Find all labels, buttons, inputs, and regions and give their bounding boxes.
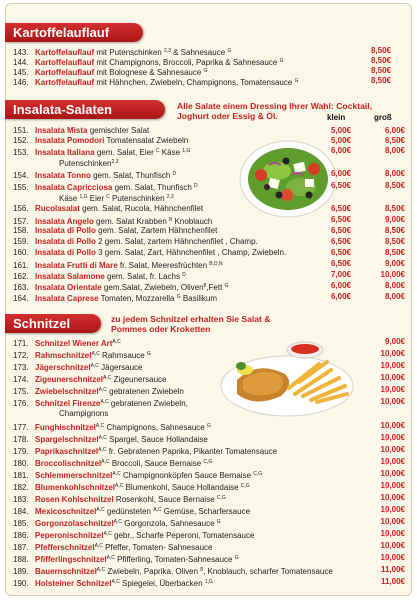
menu-item-row [13,577,406,587]
item-number: 186. [13,531,29,540]
allergen-codes: G [206,423,211,429]
price-klein: 6,00€ [330,292,351,301]
item-price: 10,00€ [380,385,405,394]
allergen-codes: 1,G [204,579,213,585]
item-description: Spiegelei, Überbacken [119,579,205,588]
allergen-codes: A,C [103,531,112,537]
allergen-codes: G [234,555,239,561]
allergen-codes: B [168,217,173,223]
item-description: Spargel, Sauce Hollandaise [106,435,208,444]
allergen-codes: A,C [98,387,107,393]
item-price: 10,00€ [380,373,405,382]
item-description: Putenschinken [109,194,167,203]
item-description: Zwiebeln, Paprika, Oliven [105,567,201,576]
menu-item-row [13,292,406,302]
allergen-codes: A,C [98,447,107,453]
price-gross: 8,50€ [384,181,405,190]
item-name: Paprikaschnitzel [35,447,99,456]
item-description: gemischter Salat [87,126,150,135]
item-description: mit Champignons, Broccoli, Paprika & Sahnesauce [94,58,280,67]
allergen-codes: D [182,272,186,278]
item-description: gedünsteten [104,507,154,516]
allergen-codes: A,C [106,555,115,561]
price-klein: 6,00€ [330,169,351,178]
item-number: 146. [13,78,29,87]
allergen-codes: C,G [240,483,250,489]
item-description: gem. Salat, Thunfisch [112,183,195,192]
section-title: Insalata-Salaten [13,102,112,117]
allergen-codes: C,G [203,459,213,465]
allergen-codes: C,G [216,495,226,501]
item-description: gem. Salat, Eier [94,148,156,157]
item-description: Zigeunersauce [111,375,167,384]
item-name: Insalata Mista [35,126,88,135]
item-number: 163. [13,283,29,292]
item-price: 10,00€ [380,481,405,490]
item-number: 162. [13,272,29,281]
item-number: 190. [13,579,29,588]
item-name: Broccolischnitzel [35,459,102,468]
menu-item-row [13,248,406,258]
price-klein: 6,00€ [330,281,351,290]
item-number: 155. [13,183,29,192]
menu-item-row [13,397,406,407]
item-name: Peperonischnitzel [35,531,104,540]
item-name: Insalata Italiana [35,148,95,157]
price-gross: 8,00€ [384,146,405,155]
item-number: 177. [13,423,29,432]
item-description: gebr., Scharfe Peperoni, Tomatensauce [111,531,255,540]
item-name: Insalata di Pollo [35,226,96,235]
item-description: Basilikum [180,294,218,303]
price-klein: 5,00€ [330,136,351,145]
section-title: Kartoffelauflauf [13,25,110,40]
item-number: 154. [13,171,29,180]
allergen-codes: 2,3 [166,194,174,200]
menu-item-row [13,445,406,455]
item-number: 184. [13,507,29,516]
item-name: Bauernschnitzel [35,567,97,576]
menu-item-row [13,136,406,146]
menu-item-row [13,421,406,431]
allergen-codes: A,C [95,423,105,429]
item-description: fr. Gebratenen Paprika, Pikanter Tomatensauce [106,447,278,456]
item-number: 152. [13,136,29,145]
item-number: 145. [13,68,29,77]
item-description: fr. Salat, Meeresfrüchten [117,261,210,270]
price-klein: 6,50€ [330,259,351,268]
item-number: 160. [13,248,29,257]
item-name: Kartoffelauflauf [35,78,95,87]
price-gross: 6,50€ [384,136,405,145]
menu-item-row [13,565,406,575]
item-price: 10,00€ [380,505,405,514]
item-description-continued [59,409,108,419]
item-description-continued [59,192,174,204]
allergen-codes: D [194,183,198,189]
allergen-codes: A,C [101,459,110,465]
item-description: gem. Salat Krabben [93,217,169,226]
item-number: 172. [13,351,29,360]
price-klein: 6,50€ [330,215,351,224]
allergen-codes: C [155,148,160,154]
item-description: mit Bolognese & Sahnesauce [94,68,204,77]
price-gross: 8,50€ [384,237,405,246]
item-description: Eier [87,194,107,203]
menu-item-row [13,281,406,291]
item-description: gem. Salat, Rucola, Hähnchenfilet [79,204,204,213]
item-description: ,Fett [206,283,225,292]
item-name: Insalata Caprese [35,294,99,303]
item-name: Rosen Kohlschnitzel [35,495,114,504]
price-klein: 6,00€ [330,146,351,155]
menu-item-row [13,373,406,383]
item-number: 157. [13,217,29,226]
allergen-codes: 8 [203,283,207,289]
price-gross: 8,00€ [384,292,405,301]
item-name: Spargelschnitzel [35,435,99,444]
item-name: Holsteiner Schnitzel [35,579,112,588]
menu-item-row [13,457,406,467]
price-klein: 6,50€ [330,237,351,246]
allergen-codes: A,C [112,339,121,345]
item-name: Insalata Frutti di Mare [35,261,118,270]
item-description: Blumenkohl, Sauce Hollandaise [123,483,241,492]
price-klein: 6,50€ [330,181,351,190]
item-description: Käse [159,148,183,157]
allergen-codes: A,C [96,507,105,513]
item-price: 10,00€ [380,529,405,538]
item-description: Putenschinken [59,159,112,168]
item-name: Mexicoschnitzel [35,507,97,516]
item-description: Knoblauch [172,217,213,226]
item-number: 159. [13,237,29,246]
allergen-codes: 8 [200,567,204,573]
allergen-codes: 2,3 [111,159,119,165]
price-gross: 8,50€ [384,204,405,213]
menu-item-row [13,146,406,156]
item-number: 174. [13,375,29,384]
item-description: mit Hähnchen, Zwiebeln, Champignons, Tomatensauce [94,78,295,87]
item-description: Jägersauce [98,363,143,372]
menu-item-row [13,349,406,359]
item-name: Schnitzel Wiener Art [35,339,113,348]
item-number: 187. [13,543,29,552]
price-gross: 8,50€ [384,226,405,235]
schnitzel-side-note: zu jedem Schnitzel erhalten Sie Salat & Pommes oder Kroketten [111,314,271,334]
item-name: Zwiebelschnitzel [35,387,99,396]
item-description: & Sahnesauce [170,48,228,57]
item-description: , Knoblauch, scharfer Tomatensauce [203,567,333,576]
item-price: 10,00€ [380,457,405,466]
item-price: 10,00€ [380,361,405,370]
item-number: 164. [13,294,29,303]
item-description: 3 gem. Salat, Zart, Hähnchenfilet , Champ, Zwiebeln. [95,248,287,257]
item-number: 151. [13,126,29,135]
allergen-codes: D [172,171,177,177]
item-name: Jägerschnitzel [35,363,91,372]
allergen-codes: A,C [111,579,120,585]
item-name: Kartoffelauflauf [35,68,95,77]
menu-item-row [13,126,406,136]
allergen-codes: B,D,N [209,261,223,267]
item-description: Tomatensalat Zwiebeln [104,136,189,145]
item-price: 8,50€ [370,66,391,75]
item-name: Schnitzel Firenze [35,399,101,408]
item-description: gebratenen Zwiebeln [106,387,184,396]
price-klein: 7,00€ [330,270,351,279]
item-name: Insalata Capricciosa [35,183,113,192]
item-name: Pfefferschnitzel [35,543,95,552]
allergen-codes: G [227,48,232,54]
allergen-codes: A,C [115,483,124,489]
item-name: Insalata Orientale [35,283,102,292]
column-head-gross: groß [374,113,392,122]
item-description: Tomaten, Mozzarella [98,294,177,303]
item-name: Kartoffelauflauf [35,58,95,67]
item-description: Champignons, Sahnesauce [104,423,207,432]
salad-dressing-note: Alle Salate einem Dressing Ihrer Wahl: Cocktail, Joghurt oder Essig & Öl. [177,101,373,121]
item-price: 10,00€ [380,445,405,454]
menu-item-row [13,226,406,236]
price-klein: 6,50€ [330,204,351,213]
allergen-codes: C [106,194,110,200]
item-description: Champignons [59,409,109,418]
section-banner-salate [5,100,165,119]
price-klein: 6,50€ [330,248,351,257]
item-description: Broccoli, Sauce Bernaise [109,459,204,468]
item-description: 2 gem. Salat, zartem Hähnchenfilet , Champ. [95,237,258,246]
item-price: 10,00€ [380,541,405,550]
allergen-codes: A,C [100,399,109,405]
item-price: 10,00€ [380,349,405,358]
allergen-codes: G [216,519,221,525]
item-name: Funghischnitzel [35,423,96,432]
item-price: 8,50€ [370,46,391,55]
menu-item-row [13,385,406,395]
allergen-codes: A,C [113,519,123,525]
allergen-codes: A,C [91,351,100,357]
item-description: Gorgonzola, Sahnesauce [122,519,217,528]
menu-page [5,3,412,596]
menu-item-row [13,553,406,563]
item-name: Insalata Tonno [35,171,91,180]
menu-item-row [13,76,406,86]
item-number: 189. [13,567,29,576]
menu-item-row [13,505,406,515]
item-description: Rosenkohl, Sauce Bernaise [113,495,217,504]
price-gross: 6,00€ [384,126,405,135]
item-name: Blumenkohlschnitzel [35,483,116,492]
allergen-codes: A,C [90,363,99,369]
allergen-codes: G [224,283,229,289]
item-number: 180. [13,459,29,468]
item-price: 8,50€ [370,56,391,65]
section-banner-schnitzel [5,314,101,333]
item-price: 10,00€ [380,421,405,430]
allergen-codes: 2,3 [163,48,171,54]
allergen-codes: A,C [94,543,103,549]
item-number: 183. [13,495,29,504]
price-gross: 10,00€ [380,270,405,279]
item-description: gem. Salat, fr. Lachs [104,272,183,281]
item-number: 188. [13,555,29,564]
item-number: 181. [13,471,29,480]
allergen-codes: G [203,68,208,74]
item-name: Insalata Salamone [35,272,105,281]
item-price: 8,50€ [370,76,391,85]
menu-item-row [13,529,406,539]
item-number: 161. [13,261,29,270]
item-name: Insalata Angelo [35,217,94,226]
allergen-codes: A,C [153,507,162,513]
price-gross: 8,50€ [384,248,405,257]
item-number: 173. [13,363,29,372]
menu-item-row [13,433,406,443]
price-gross: 9,00€ [384,215,405,224]
item-name: Rahmschnitzel [35,351,92,360]
item-number: 179. [13,447,29,456]
item-price: 10,00€ [380,493,405,502]
item-description: Champignonköpfen Sauce Bernaise [120,471,254,480]
item-number: 185. [13,519,29,528]
allergen-codes: 1,G [79,194,88,200]
menu-item-row [13,237,406,247]
item-name: Schlemmerschnitzel [35,471,113,480]
section-title: Schnitzel [13,316,71,331]
item-price: 10,00€ [380,397,405,406]
allergen-codes: G [294,78,299,84]
menu-item-row [13,493,406,503]
column-head-klein: klein [327,113,346,122]
allergen-codes: A,C [103,375,112,381]
menu-item-row [13,337,406,347]
item-price: 10,00€ [380,517,405,526]
item-description: Pfeffer, Tomaten- Sahnesauce [102,543,213,552]
allergen-codes: A,C [112,471,121,477]
menu-item-row [13,469,406,479]
section-banner-kartoffelauflauf [5,23,143,42]
allergen-codes: A,C [96,567,106,573]
item-description: gem.Salat, Zwiebeln, Oliven [101,283,204,292]
menu-item-row [13,541,406,551]
item-name: Zigeunerschnitzel [35,375,104,384]
menu-item-row [13,270,406,280]
item-number: 176. [13,399,29,408]
item-price: 10,00€ [380,433,405,442]
menu-item-row [13,169,406,179]
item-description: Pfifferling, Tomaten-Sahnesauce [114,555,235,564]
item-number: 182. [13,483,29,492]
item-name: Gorgonzolaschnitzel [35,519,114,528]
menu-item-row [13,215,406,225]
menu-item-row [13,56,406,66]
menu-item-row [13,204,406,214]
item-number: 143. [13,48,29,57]
item-name: Kartoffelauflauf [35,48,95,57]
item-description: gebratenen Zwiebeln, [108,399,188,408]
menu-item-row [13,66,406,76]
item-number: 178. [13,435,29,444]
item-name: Insalata Pomodori [35,136,105,145]
item-name: Insalata di Pollo [35,248,96,257]
item-name: Insalata di Pollo [35,237,96,246]
price-gross: 9,00€ [384,259,405,268]
item-description: Käse [59,194,80,203]
item-price: 11,00€ [380,577,405,586]
menu-item-row [13,181,406,191]
price-klein: 5,00€ [330,126,351,135]
allergen-codes: G [176,294,181,300]
item-number: 144. [13,58,29,67]
item-name: Pfifferlingschnitzel [35,555,107,564]
allergen-codes: A,C [98,435,107,441]
price-gross: 8,00€ [384,281,405,290]
menu-item-row [13,259,406,269]
item-price: 11,00€ [380,565,405,574]
allergen-codes: 1,G [182,148,191,154]
item-number: 158. [13,226,29,235]
item-price: 10,00€ [380,553,405,562]
item-price: 10,00€ [380,469,405,478]
allergen-codes: G [146,351,151,357]
item-description: Rahmsauce [99,351,147,360]
menu-item-row [13,481,406,491]
item-number: 153. [13,148,29,157]
item-description-continued [59,157,118,169]
item-number: 156. [13,204,29,213]
item-number: 175. [13,387,29,396]
item-description: gem. Salat, Thunfisch [90,171,173,180]
menu-item-row [13,517,406,527]
menu-item-row [13,46,406,56]
item-price: 9,00€ [384,337,405,346]
price-gross: 8,00€ [384,169,405,178]
item-description: Gemüse, Scharfersauce [161,507,251,516]
item-description: mit Putenschinken [94,48,164,57]
menu-item-row [13,361,406,371]
price-klein: 6,50€ [330,226,351,235]
item-description: gem. Salat, Zartem Hähnchenfilet [95,226,218,235]
item-number: 171. [13,339,29,348]
allergen-codes: C,G [253,471,263,477]
allergen-codes: G [279,58,284,64]
item-name: Rucolasalat [35,204,80,213]
